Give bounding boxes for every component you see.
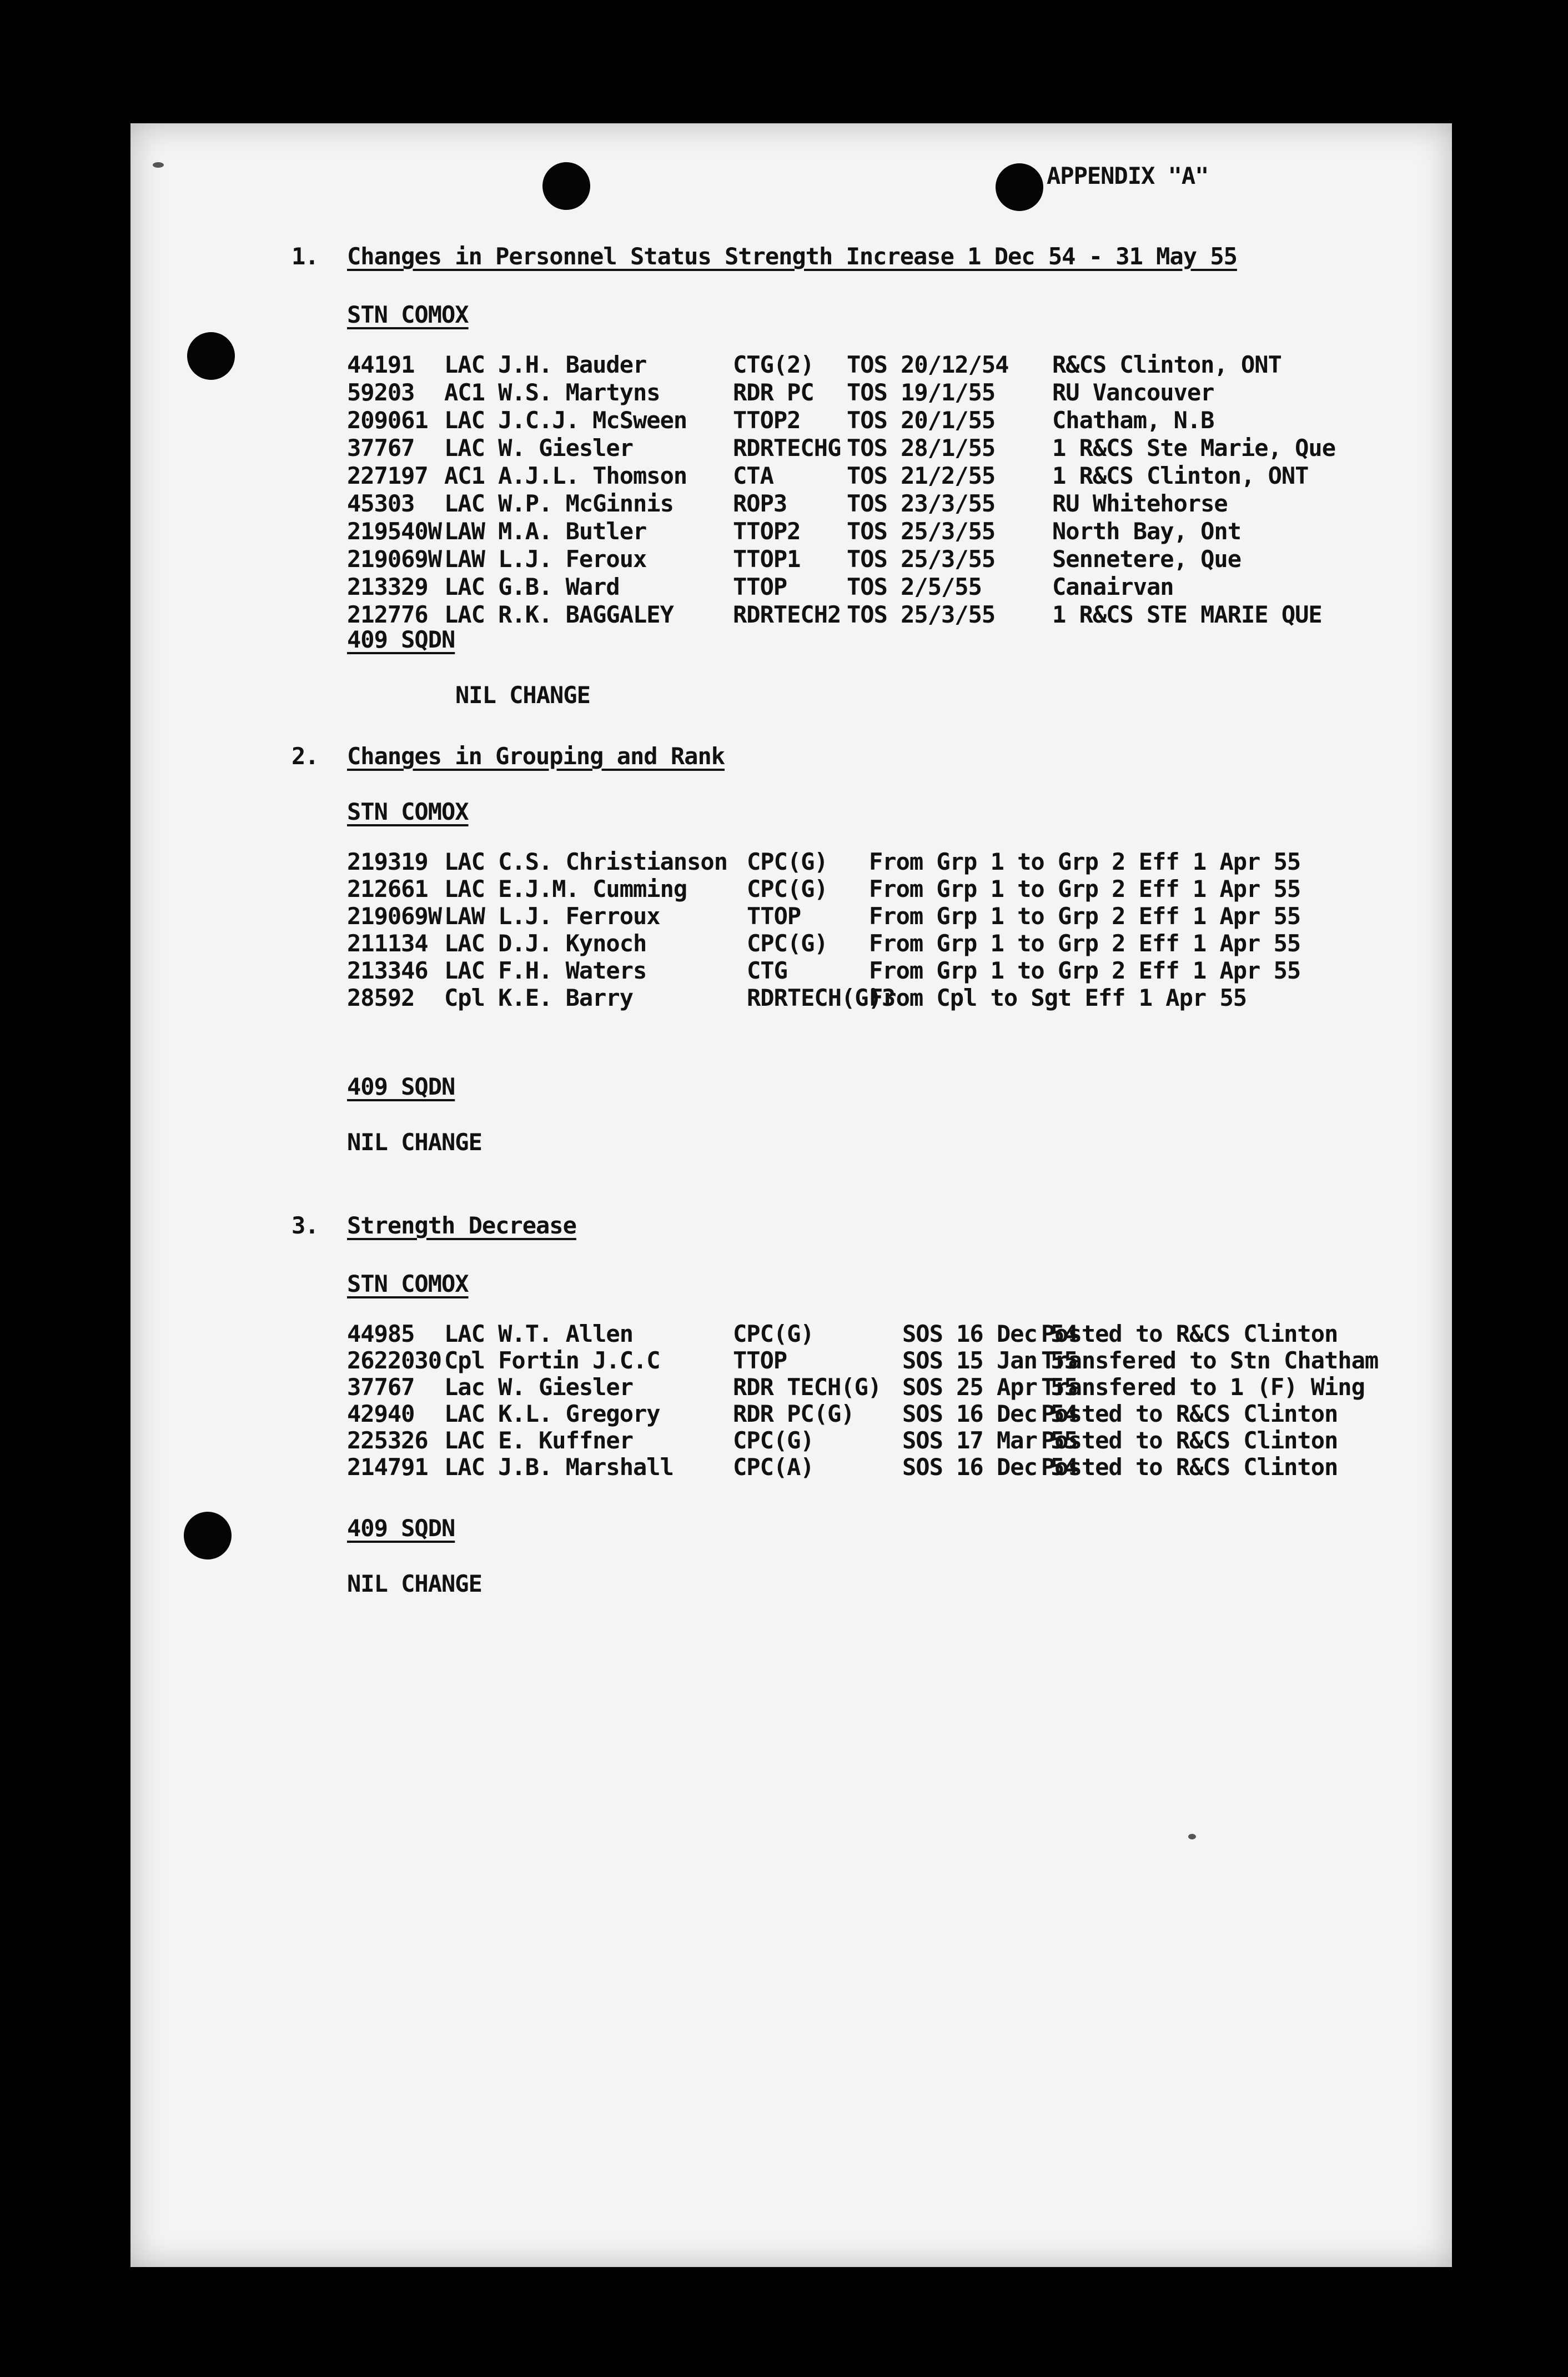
- destination: North Bay, Ont: [1052, 518, 1242, 545]
- table-row: [130, 1427, 1452, 1455]
- section-title: Strength Decrease: [347, 1212, 576, 1239]
- destination: Posted to R&CS Clinton: [1041, 1427, 1338, 1454]
- punch-hole: [542, 162, 590, 210]
- unit-heading: 409 SQDN: [347, 1515, 455, 1542]
- table-row: [130, 573, 1452, 601]
- section-number: 2.: [292, 743, 319, 770]
- member-name: LAC E. Kuffner: [444, 1427, 634, 1454]
- member-name: LAC K.L. Gregory: [444, 1400, 660, 1427]
- unit-heading: STN COMOX: [347, 1270, 469, 1297]
- table-row: [130, 379, 1452, 407]
- nil-change: NIL CHANGE: [347, 1570, 482, 1597]
- destination: R&CS Clinton, ONT: [1052, 351, 1281, 378]
- member-name: AC1 A.J.L. Thomson: [444, 462, 687, 489]
- action-date: TOS 25/3/55: [847, 601, 996, 628]
- table-row: [130, 601, 1452, 629]
- table-row: [130, 1400, 1452, 1428]
- member-name: LAC W.P. McGinnis: [444, 490, 674, 517]
- table-row: [130, 462, 1452, 490]
- trade: RDR PC(G): [733, 1400, 855, 1427]
- section-title: Changes in Grouping and Rank: [347, 743, 725, 770]
- trade: RDRTECH(G)3: [747, 984, 896, 1011]
- trade: RDRTECH2: [733, 601, 841, 628]
- action-date: TOS 2/5/55: [847, 573, 982, 600]
- unit-heading: STN COMOX: [347, 301, 469, 328]
- section-number: 1.: [292, 243, 319, 270]
- action-date: TOS 23/3/55: [847, 490, 996, 517]
- destination: Canairvan: [1052, 573, 1174, 600]
- destination: Posted to R&CS Clinton: [1041, 1453, 1338, 1481]
- trade: TTOP1: [733, 545, 801, 573]
- member-name: Lac W. Giesler: [444, 1373, 634, 1401]
- action-date: From Cpl to Sgt Eff 1 Apr 55: [869, 984, 1247, 1011]
- member-name: LAC W.T. Allen: [444, 1320, 634, 1347]
- service-number: 28592: [347, 984, 415, 1011]
- destination: 1 R&CS Clinton, ONT: [1052, 462, 1309, 489]
- service-number: 37767: [347, 434, 415, 462]
- section-number: 3.: [292, 1212, 319, 1239]
- table-row: [130, 1347, 1452, 1375]
- action-date: SOS 16 Dec 54: [902, 1320, 1078, 1347]
- trade: CPC(G): [747, 930, 828, 957]
- service-number: 209061: [347, 407, 428, 434]
- table-row: [130, 351, 1452, 379]
- action-date: TOS 25/3/55: [847, 545, 996, 573]
- service-number: 2622030: [347, 1347, 442, 1374]
- table-row: [130, 434, 1452, 462]
- member-name: LAC W. Giesler: [444, 434, 634, 462]
- action-date: TOS 21/2/55: [847, 462, 996, 489]
- table-row: [130, 848, 1452, 876]
- member-name: LAC E.J.M. Cumming: [444, 875, 687, 902]
- service-number: 219540W: [347, 518, 442, 545]
- action-date: SOS 15 Jan 55: [902, 1347, 1078, 1374]
- unit-heading: 409 SQDN: [347, 626, 455, 653]
- table-row: [130, 1453, 1452, 1481]
- trade: TTOP: [747, 902, 801, 930]
- document-page: [130, 123, 1452, 2267]
- table-row: [130, 407, 1452, 434]
- destination: RU Vancouver: [1052, 379, 1214, 406]
- table-row: [130, 930, 1452, 957]
- punch-hole: [996, 163, 1043, 211]
- destination: Chatham, N.B: [1052, 407, 1214, 434]
- service-number: 225326: [347, 1427, 428, 1454]
- action-date: SOS 17 Mar 55: [902, 1427, 1078, 1454]
- action-date: From Grp 1 to Grp 2 Eff 1 Apr 55: [869, 957, 1301, 984]
- action-date: TOS 20/12/54: [847, 351, 1009, 378]
- trade: CPC(G): [747, 848, 828, 875]
- member-name: AC1 W.S. Martyns: [444, 379, 660, 406]
- member-name: LAC F.H. Waters: [444, 957, 647, 984]
- action-date: TOS 20/1/55: [847, 407, 996, 434]
- trade: RDR TECH(G): [733, 1373, 882, 1401]
- trade: CPC(G): [747, 875, 828, 902]
- member-name: LAC J.H. Bauder: [444, 351, 647, 378]
- service-number: 212776: [347, 601, 428, 628]
- table-row: [130, 518, 1452, 545]
- service-number: 211134: [347, 930, 428, 957]
- action-date: From Grp 1 to Grp 2 Eff 1 Apr 55: [869, 902, 1301, 930]
- destination: RU Whitehorse: [1052, 490, 1228, 517]
- service-number: 227197: [347, 462, 428, 489]
- action-date: SOS 25 Apr 55: [902, 1373, 1078, 1401]
- trade: TTOP2: [733, 518, 801, 545]
- action-date: From Grp 1 to Grp 2 Eff 1 Apr 55: [869, 848, 1301, 875]
- nil-change: NIL CHANGE: [455, 681, 590, 709]
- appendix-label: APPENDIX "A": [1047, 162, 1209, 189]
- trade: TTOP: [733, 1347, 787, 1374]
- table-row: [130, 545, 1452, 573]
- member-name: LAC G.B. Ward: [444, 573, 620, 600]
- member-name: Cpl Fortin J.C.C: [444, 1347, 660, 1374]
- member-name: LAC J.B. Marshall: [444, 1453, 674, 1481]
- section-title: Changes in Personnel Status Strength Increase 1 Dec 54 - 31 May 55: [347, 243, 1237, 270]
- action-date: TOS 19/1/55: [847, 379, 996, 406]
- table-row: [130, 490, 1452, 518]
- action-date: TOS 25/3/55: [847, 518, 996, 545]
- nil-change: NIL CHANGE: [347, 1129, 482, 1156]
- trade: CPC(G): [733, 1427, 814, 1454]
- destination: Posted to R&CS Clinton: [1041, 1400, 1338, 1427]
- destination: Transfered to Stn Chatham: [1041, 1347, 1379, 1374]
- service-number: 42940: [347, 1400, 415, 1427]
- destination: Transfered to 1 (F) Wing: [1041, 1373, 1365, 1401]
- trade: CPC(G): [733, 1320, 814, 1347]
- trade: CTG(2): [733, 351, 814, 378]
- action-date: SOS 16 Dec 54: [902, 1453, 1078, 1481]
- table-row: [130, 1373, 1452, 1401]
- action-date: TOS 28/1/55: [847, 434, 996, 462]
- table-row: [130, 875, 1452, 903]
- member-name: LAW L.J. Feroux: [444, 545, 647, 573]
- service-number: 45303: [347, 490, 415, 517]
- service-number: 44985: [347, 1320, 415, 1347]
- service-number: 212661: [347, 875, 428, 902]
- trade: CPC(A): [733, 1453, 814, 1481]
- trade: CTG: [747, 957, 787, 984]
- unit-heading: 409 SQDN: [347, 1073, 455, 1100]
- member-name: LAC D.J. Kynoch: [444, 930, 647, 957]
- trade: RDR PC: [733, 379, 814, 406]
- destination: Posted to R&CS Clinton: [1041, 1320, 1338, 1347]
- service-number: 213329: [347, 573, 428, 600]
- member-name: LAC R.K. BAGGALEY: [444, 601, 674, 628]
- service-number: 44191: [347, 351, 415, 378]
- trade: CTA: [733, 462, 773, 489]
- trade: ROP3: [733, 490, 787, 517]
- unit-heading: STN COMOX: [347, 798, 469, 825]
- ink-speck: [153, 162, 164, 168]
- member-name: LAW M.A. Butler: [444, 518, 647, 545]
- action-date: SOS 16 Dec 54: [902, 1400, 1078, 1427]
- member-name: Cpl K.E. Barry: [444, 984, 634, 1011]
- table-row: [130, 1320, 1452, 1348]
- punch-hole: [184, 1512, 232, 1559]
- service-number: 214791: [347, 1453, 428, 1481]
- destination: 1 R&CS STE MARIE QUE: [1052, 601, 1322, 628]
- destination: 1 R&CS Ste Marie, Que: [1052, 434, 1336, 462]
- member-name: LAC J.C.J. McSween: [444, 407, 687, 434]
- ink-speck: [1188, 1834, 1196, 1839]
- table-row: [130, 984, 1452, 1012]
- member-name: LAC C.S. Christianson: [444, 848, 728, 875]
- table-row: [130, 957, 1452, 985]
- member-name: LAW L.J. Ferroux: [444, 902, 660, 930]
- service-number: 37767: [347, 1373, 415, 1401]
- service-number: 213346: [347, 957, 428, 984]
- action-date: From Grp 1 to Grp 2 Eff 1 Apr 55: [869, 875, 1301, 902]
- service-number: 59203: [347, 379, 415, 406]
- destination: Sennetere, Que: [1052, 545, 1242, 573]
- trade: TTOP: [733, 573, 787, 600]
- trade: RDRTECHG: [733, 434, 841, 462]
- table-row: [130, 902, 1452, 930]
- service-number: 219069W: [347, 545, 442, 573]
- trade: TTOP2: [733, 407, 801, 434]
- action-date: From Grp 1 to Grp 2 Eff 1 Apr 55: [869, 930, 1301, 957]
- service-number: 219319: [347, 848, 428, 875]
- service-number: 219069W: [347, 902, 442, 930]
